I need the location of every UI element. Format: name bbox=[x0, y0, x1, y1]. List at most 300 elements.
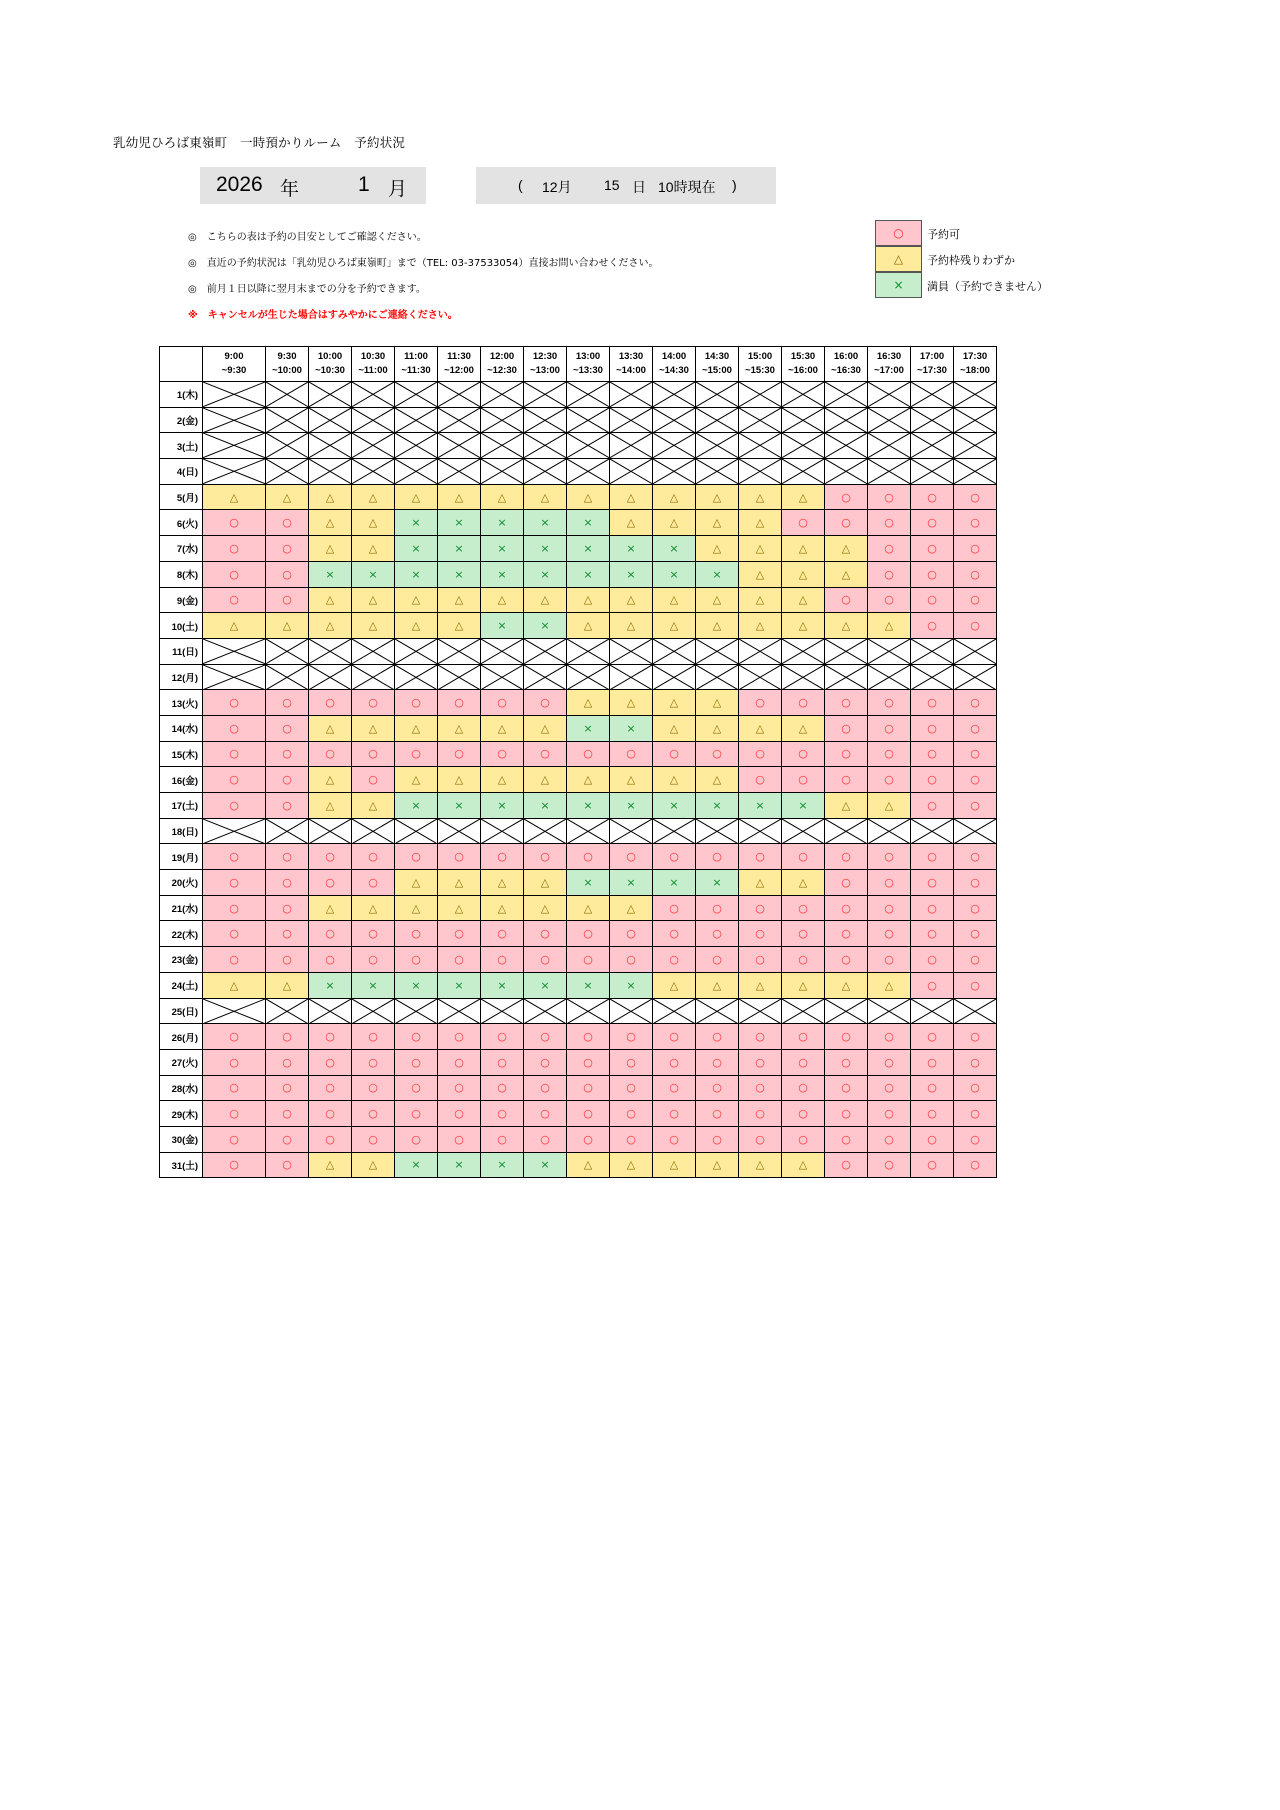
available-slot-cell: ○ bbox=[438, 1075, 481, 1101]
available-slot-cell: ○ bbox=[395, 1101, 438, 1127]
available-slot-cell: ○ bbox=[954, 587, 997, 613]
day-row bbox=[160, 767, 997, 793]
available-slot-cell: ○ bbox=[954, 741, 997, 767]
closed-slot-cell bbox=[825, 638, 868, 664]
available-slot-cell: ○ bbox=[567, 921, 610, 947]
few-left-slot-cell: △ bbox=[782, 536, 825, 562]
closed-cross-mark bbox=[739, 459, 781, 484]
available-slot-cell: ○ bbox=[266, 741, 309, 767]
closed-cross-mark bbox=[438, 665, 480, 690]
full-slot-cell: × bbox=[739, 793, 782, 819]
day-label: 6(火) bbox=[160, 510, 203, 536]
closed-slot-cell bbox=[610, 818, 653, 844]
closed-slot-cell bbox=[438, 433, 481, 459]
time-slot-end: ~12:30 bbox=[487, 365, 517, 376]
closed-slot-cell bbox=[481, 433, 524, 459]
day-row bbox=[160, 587, 997, 613]
available-slot-cell: ○ bbox=[524, 690, 567, 716]
available-slot-cell: ○ bbox=[203, 1152, 266, 1178]
day-row bbox=[160, 536, 997, 562]
available-slot-cell: ○ bbox=[696, 895, 739, 921]
time-slot-header bbox=[782, 347, 825, 382]
time-slot-start: 10:00 bbox=[317, 351, 343, 362]
day-label: 7(水) bbox=[160, 536, 203, 562]
full-slot-cell: × bbox=[524, 1152, 567, 1178]
closed-cross-mark bbox=[954, 819, 996, 844]
available-slot-cell: ○ bbox=[954, 972, 997, 998]
available-slot-cell: ○ bbox=[610, 1024, 653, 1050]
closed-slot-cell bbox=[352, 433, 395, 459]
closed-cross-mark bbox=[610, 408, 652, 433]
closed-cross-mark bbox=[524, 819, 566, 844]
available-slot-cell: ○ bbox=[481, 741, 524, 767]
available-slot-cell: ○ bbox=[739, 767, 782, 793]
available-slot-cell: ○ bbox=[395, 1024, 438, 1050]
few-left-slot-cell: △ bbox=[610, 510, 653, 536]
closed-cross-mark bbox=[954, 408, 996, 433]
available-slot-cell: ○ bbox=[438, 844, 481, 870]
available-slot-cell: ○ bbox=[524, 1024, 567, 1050]
few-left-slot-cell: △ bbox=[395, 587, 438, 613]
day-label: 1(木) bbox=[160, 382, 203, 408]
closed-cross-mark bbox=[739, 639, 781, 664]
time-slot-start: 9:00 bbox=[224, 351, 244, 362]
day-row bbox=[160, 818, 997, 844]
available-slot-cell: ○ bbox=[309, 1024, 352, 1050]
available-slot-cell: ○ bbox=[782, 690, 825, 716]
few-left-slot-cell: △ bbox=[696, 690, 739, 716]
time-slot-start: 12:30 bbox=[532, 351, 558, 362]
day-label: 3(土) bbox=[160, 433, 203, 459]
closed-slot-cell bbox=[739, 407, 782, 433]
closed-cross-mark bbox=[782, 999, 824, 1024]
closed-cross-mark bbox=[782, 382, 824, 407]
day-row bbox=[160, 664, 997, 690]
time-slot-start: 10:30 bbox=[360, 351, 386, 362]
closed-slot-cell bbox=[481, 382, 524, 408]
available-slot-cell: ○ bbox=[203, 510, 266, 536]
available-slot-cell: ○ bbox=[266, 1075, 309, 1101]
available-slot-cell: ○ bbox=[739, 921, 782, 947]
closed-slot-cell bbox=[825, 407, 868, 433]
full-slot-cell: × bbox=[567, 715, 610, 741]
closed-cross-mark bbox=[266, 665, 308, 690]
available-slot-cell: ○ bbox=[696, 741, 739, 767]
closed-cross-mark bbox=[911, 433, 953, 458]
full-slot-cell: × bbox=[524, 561, 567, 587]
header-corner bbox=[160, 347, 203, 382]
few-left-slot-cell: △ bbox=[653, 587, 696, 613]
closed-slot-cell bbox=[653, 818, 696, 844]
available-slot-cell: ○ bbox=[438, 690, 481, 716]
closed-slot-cell bbox=[610, 382, 653, 408]
time-header-row bbox=[160, 347, 997, 382]
available-slot-cell: ○ bbox=[266, 895, 309, 921]
closed-cross-mark bbox=[352, 459, 394, 484]
available-slot-cell: ○ bbox=[203, 1049, 266, 1075]
available-slot-cell: ○ bbox=[610, 1049, 653, 1075]
closed-cross-mark bbox=[266, 408, 308, 433]
available-slot-cell: ○ bbox=[868, 715, 911, 741]
available-slot-cell: ○ bbox=[203, 844, 266, 870]
closed-slot-cell bbox=[266, 664, 309, 690]
closed-cross-mark bbox=[868, 665, 910, 690]
few-left-slot-cell: △ bbox=[567, 484, 610, 510]
few-left-slot-cell: △ bbox=[203, 613, 266, 639]
closed-slot-cell bbox=[395, 459, 438, 485]
few-left-slot-cell: △ bbox=[825, 613, 868, 639]
available-slot-cell: ○ bbox=[395, 844, 438, 870]
day-row bbox=[160, 1024, 997, 1050]
available-slot-cell: ○ bbox=[825, 510, 868, 536]
available-slot-cell: ○ bbox=[954, 895, 997, 921]
closed-slot-cell bbox=[567, 459, 610, 485]
closed-cross-mark bbox=[395, 382, 437, 407]
few-left-slot-cell: △ bbox=[395, 870, 438, 896]
closed-slot-cell bbox=[653, 664, 696, 690]
available-slot-cell: ○ bbox=[653, 741, 696, 767]
time-slot-header bbox=[203, 347, 266, 382]
closed-cross-mark bbox=[954, 459, 996, 484]
available-slot-cell: ○ bbox=[825, 1152, 868, 1178]
day-label: 15(木) bbox=[160, 741, 203, 767]
few-left-slot-cell: △ bbox=[524, 870, 567, 896]
available-slot-cell: ○ bbox=[266, 1101, 309, 1127]
available-slot-cell: ○ bbox=[954, 921, 997, 947]
few-left-slot-cell: △ bbox=[739, 613, 782, 639]
time-slot-end: ~11:00 bbox=[358, 365, 388, 376]
available-slot-cell: ○ bbox=[309, 870, 352, 896]
closed-slot-cell bbox=[309, 998, 352, 1024]
closed-cross-mark bbox=[395, 819, 437, 844]
few-left-slot-cell: △ bbox=[696, 484, 739, 510]
closed-cross-mark bbox=[395, 433, 437, 458]
closed-cross-mark bbox=[266, 819, 308, 844]
closed-slot-cell bbox=[266, 818, 309, 844]
day-row bbox=[160, 972, 997, 998]
available-slot-cell: ○ bbox=[954, 870, 997, 896]
available-slot-cell: ○ bbox=[825, 895, 868, 921]
few-left-slot-cell: △ bbox=[438, 870, 481, 896]
day-label: 27(火) bbox=[160, 1049, 203, 1075]
full-slot-cell: × bbox=[481, 536, 524, 562]
legend-item-few-left bbox=[875, 246, 1075, 272]
closed-slot-cell bbox=[203, 459, 266, 485]
available-slot-cell: ○ bbox=[481, 947, 524, 973]
available-slot-cell: ○ bbox=[610, 844, 653, 870]
closed-slot-cell bbox=[395, 664, 438, 690]
available-slot-cell: ○ bbox=[266, 690, 309, 716]
closed-cross-mark bbox=[825, 408, 867, 433]
closed-cross-mark bbox=[567, 819, 609, 844]
closed-cross-mark bbox=[309, 819, 351, 844]
page-title: 乳幼児ひろば東嶺町 一時預かりルーム 予約状況 bbox=[113, 135, 406, 150]
closed-slot-cell bbox=[911, 664, 954, 690]
closed-cross-mark bbox=[610, 382, 652, 407]
full-slot-cell: × bbox=[395, 561, 438, 587]
closed-slot-cell bbox=[782, 459, 825, 485]
closed-cross-mark bbox=[911, 999, 953, 1024]
available-slot-cell: ○ bbox=[567, 1075, 610, 1101]
available-slot-cell: ○ bbox=[911, 613, 954, 639]
year-month-box bbox=[200, 167, 426, 204]
few-left-slot-cell: △ bbox=[309, 715, 352, 741]
available-slot-cell: ○ bbox=[352, 1126, 395, 1152]
available-slot-cell: ○ bbox=[954, 715, 997, 741]
closed-cross-mark bbox=[954, 639, 996, 664]
closed-cross-mark bbox=[782, 639, 824, 664]
closed-cross-mark bbox=[911, 639, 953, 664]
closed-slot-cell bbox=[266, 638, 309, 664]
full-slot-cell: × bbox=[438, 561, 481, 587]
day-row bbox=[160, 870, 997, 896]
schedule-body bbox=[160, 382, 997, 1178]
day-label: 29(木) bbox=[160, 1101, 203, 1127]
closed-cross-mark bbox=[203, 408, 265, 433]
available-slot-cell: ○ bbox=[567, 1049, 610, 1075]
closed-slot-cell bbox=[911, 459, 954, 485]
full-slot-cell: × bbox=[610, 972, 653, 998]
closed-slot-cell bbox=[653, 638, 696, 664]
day-label: 24(土) bbox=[160, 972, 203, 998]
available-slot-cell: ○ bbox=[868, 561, 911, 587]
available-slot-cell: ○ bbox=[438, 1101, 481, 1127]
available-slot-cell: ○ bbox=[395, 690, 438, 716]
available-slot-cell: ○ bbox=[266, 844, 309, 870]
closed-slot-cell bbox=[203, 638, 266, 664]
closed-cross-mark bbox=[782, 819, 824, 844]
closed-slot-cell bbox=[696, 998, 739, 1024]
available-slot-cell: ○ bbox=[825, 1049, 868, 1075]
few-left-slot-cell: △ bbox=[438, 613, 481, 639]
closed-slot-cell bbox=[739, 638, 782, 664]
few-left-slot-cell: △ bbox=[782, 587, 825, 613]
closed-slot-cell bbox=[868, 459, 911, 485]
full-slot-cell: × bbox=[438, 793, 481, 819]
full-slot-cell: × bbox=[567, 510, 610, 536]
few-left-slot-cell: △ bbox=[309, 484, 352, 510]
available-slot-cell: ○ bbox=[782, 947, 825, 973]
day-label: 14(水) bbox=[160, 715, 203, 741]
full-slot-cell: × bbox=[610, 793, 653, 819]
available-slot-cell: ○ bbox=[868, 741, 911, 767]
closed-cross-mark bbox=[438, 819, 480, 844]
available-slot-cell: ○ bbox=[868, 536, 911, 562]
legend-swatch-few-left: △ bbox=[875, 246, 922, 272]
available-slot-cell: ○ bbox=[203, 921, 266, 947]
closed-slot-cell bbox=[203, 664, 266, 690]
few-left-slot-cell: △ bbox=[653, 715, 696, 741]
available-slot-cell: ○ bbox=[954, 793, 997, 819]
day-row bbox=[160, 947, 997, 973]
closed-cross-mark bbox=[266, 459, 308, 484]
closed-slot-cell bbox=[954, 433, 997, 459]
available-slot-cell: ○ bbox=[954, 690, 997, 716]
few-left-slot-cell: △ bbox=[481, 895, 524, 921]
few-left-slot-cell: △ bbox=[567, 690, 610, 716]
closed-slot-cell bbox=[524, 407, 567, 433]
closed-slot-cell bbox=[911, 433, 954, 459]
day-label: 22(木) bbox=[160, 921, 203, 947]
closed-cross-mark bbox=[438, 639, 480, 664]
day-row bbox=[160, 459, 997, 485]
closed-cross-mark bbox=[696, 382, 738, 407]
full-slot-cell: × bbox=[481, 510, 524, 536]
available-slot-cell: ○ bbox=[868, 1075, 911, 1101]
few-left-slot-cell: △ bbox=[266, 484, 309, 510]
available-slot-cell: ○ bbox=[868, 587, 911, 613]
closed-cross-mark bbox=[203, 433, 265, 458]
day-row bbox=[160, 921, 997, 947]
few-left-slot-cell: △ bbox=[309, 895, 352, 921]
day-label: 26(月) bbox=[160, 1024, 203, 1050]
available-slot-cell: ○ bbox=[696, 1126, 739, 1152]
closed-cross-mark bbox=[567, 999, 609, 1024]
closed-slot-cell bbox=[868, 998, 911, 1024]
time-slot-header bbox=[739, 347, 782, 382]
legend-item-available bbox=[875, 220, 1075, 246]
few-left-slot-cell: △ bbox=[309, 767, 352, 793]
closed-slot-cell bbox=[203, 998, 266, 1024]
available-slot-cell: ○ bbox=[696, 1075, 739, 1101]
time-slot-end: ~17:30 bbox=[917, 365, 947, 376]
available-slot-cell: ○ bbox=[782, 1126, 825, 1152]
available-slot-cell: ○ bbox=[696, 844, 739, 870]
closed-cross-mark bbox=[524, 999, 566, 1024]
closed-cross-mark bbox=[309, 382, 351, 407]
closed-cross-mark bbox=[203, 665, 265, 690]
available-slot-cell: ○ bbox=[825, 844, 868, 870]
available-slot-cell: ○ bbox=[739, 1049, 782, 1075]
full-slot-cell: × bbox=[653, 561, 696, 587]
closed-slot-cell bbox=[696, 664, 739, 690]
available-slot-cell: ○ bbox=[954, 1049, 997, 1075]
day-label: 21(水) bbox=[160, 895, 203, 921]
available-slot-cell: ○ bbox=[266, 793, 309, 819]
time-slot-end: ~15:30 bbox=[745, 365, 775, 376]
available-slot-cell: ○ bbox=[438, 947, 481, 973]
closed-cross-mark bbox=[481, 433, 523, 458]
day-row bbox=[160, 690, 997, 716]
closed-cross-mark bbox=[610, 999, 652, 1024]
few-left-slot-cell: △ bbox=[309, 1152, 352, 1178]
closed-slot-cell bbox=[653, 382, 696, 408]
closed-slot-cell bbox=[868, 433, 911, 459]
few-left-slot-cell: △ bbox=[438, 767, 481, 793]
available-slot-cell: ○ bbox=[203, 741, 266, 767]
closed-cross-mark bbox=[911, 459, 953, 484]
few-left-slot-cell: △ bbox=[868, 613, 911, 639]
available-slot-cell: ○ bbox=[610, 1101, 653, 1127]
closed-slot-cell bbox=[481, 638, 524, 664]
day-label: 10(土) bbox=[160, 613, 203, 639]
closed-slot-cell bbox=[481, 998, 524, 1024]
available-slot-cell: ○ bbox=[954, 1152, 997, 1178]
available-slot-cell: ○ bbox=[911, 715, 954, 741]
available-slot-cell: ○ bbox=[352, 947, 395, 973]
closed-cross-mark bbox=[309, 408, 351, 433]
closed-cross-mark bbox=[610, 819, 652, 844]
closed-cross-mark bbox=[266, 999, 308, 1024]
available-slot-cell: ○ bbox=[825, 484, 868, 510]
available-slot-cell: ○ bbox=[868, 1024, 911, 1050]
closed-cross-mark bbox=[739, 433, 781, 458]
available-slot-cell: ○ bbox=[203, 870, 266, 896]
closed-cross-mark bbox=[481, 382, 523, 407]
closed-cross-mark bbox=[868, 433, 910, 458]
available-slot-cell: ○ bbox=[825, 1024, 868, 1050]
available-slot-cell: ○ bbox=[567, 741, 610, 767]
available-slot-cell: ○ bbox=[911, 844, 954, 870]
available-slot-cell: ○ bbox=[825, 1126, 868, 1152]
closed-slot-cell bbox=[911, 638, 954, 664]
full-slot-cell: × bbox=[309, 561, 352, 587]
available-slot-cell: ○ bbox=[203, 587, 266, 613]
closed-cross-mark bbox=[567, 639, 609, 664]
full-slot-cell: × bbox=[567, 561, 610, 587]
available-slot-cell: ○ bbox=[266, 715, 309, 741]
closed-cross-mark bbox=[203, 639, 265, 664]
available-slot-cell: ○ bbox=[825, 1101, 868, 1127]
available-slot-cell: ○ bbox=[203, 767, 266, 793]
available-slot-cell: ○ bbox=[825, 921, 868, 947]
closed-slot-cell bbox=[653, 407, 696, 433]
closed-cross-mark bbox=[481, 408, 523, 433]
available-slot-cell: ○ bbox=[653, 1024, 696, 1050]
few-left-slot-cell: △ bbox=[352, 1152, 395, 1178]
closed-cross-mark bbox=[782, 408, 824, 433]
available-slot-cell: ○ bbox=[438, 1024, 481, 1050]
available-slot-cell: ○ bbox=[438, 741, 481, 767]
closed-slot-cell bbox=[203, 407, 266, 433]
full-slot-cell: × bbox=[395, 793, 438, 819]
few-left-slot-cell: △ bbox=[309, 510, 352, 536]
few-left-slot-cell: △ bbox=[395, 715, 438, 741]
as-of-day-unit: 日 bbox=[632, 179, 646, 195]
available-slot-cell: ○ bbox=[203, 536, 266, 562]
time-slot-start: 13:00 bbox=[575, 351, 601, 362]
few-left-slot-cell: △ bbox=[610, 587, 653, 613]
available-slot-cell: ○ bbox=[911, 793, 954, 819]
few-left-slot-cell: △ bbox=[825, 972, 868, 998]
closed-cross-mark bbox=[610, 459, 652, 484]
closed-slot-cell bbox=[352, 459, 395, 485]
time-slot-end: ~13:30 bbox=[573, 365, 603, 376]
available-slot-cell: ○ bbox=[954, 1126, 997, 1152]
day-row bbox=[160, 844, 997, 870]
closed-cross-mark bbox=[911, 382, 953, 407]
available-slot-cell: ○ bbox=[911, 536, 954, 562]
day-label: 5(月) bbox=[160, 484, 203, 510]
full-slot-cell: × bbox=[395, 1152, 438, 1178]
closed-slot-cell bbox=[203, 818, 266, 844]
time-slot-header bbox=[352, 347, 395, 382]
time-slot-header bbox=[567, 347, 610, 382]
few-left-slot-cell: △ bbox=[653, 690, 696, 716]
available-slot-cell: ○ bbox=[610, 1075, 653, 1101]
closed-cross-mark bbox=[825, 433, 867, 458]
available-slot-cell: ○ bbox=[203, 947, 266, 973]
closed-cross-mark bbox=[266, 639, 308, 664]
closed-slot-cell bbox=[782, 407, 825, 433]
closed-cross-mark bbox=[203, 819, 265, 844]
closed-slot-cell bbox=[352, 818, 395, 844]
closed-slot-cell bbox=[524, 382, 567, 408]
few-left-slot-cell: △ bbox=[610, 484, 653, 510]
closed-cross-mark bbox=[868, 639, 910, 664]
time-slot-end: ~15:00 bbox=[702, 365, 732, 376]
few-left-slot-cell: △ bbox=[782, 613, 825, 639]
